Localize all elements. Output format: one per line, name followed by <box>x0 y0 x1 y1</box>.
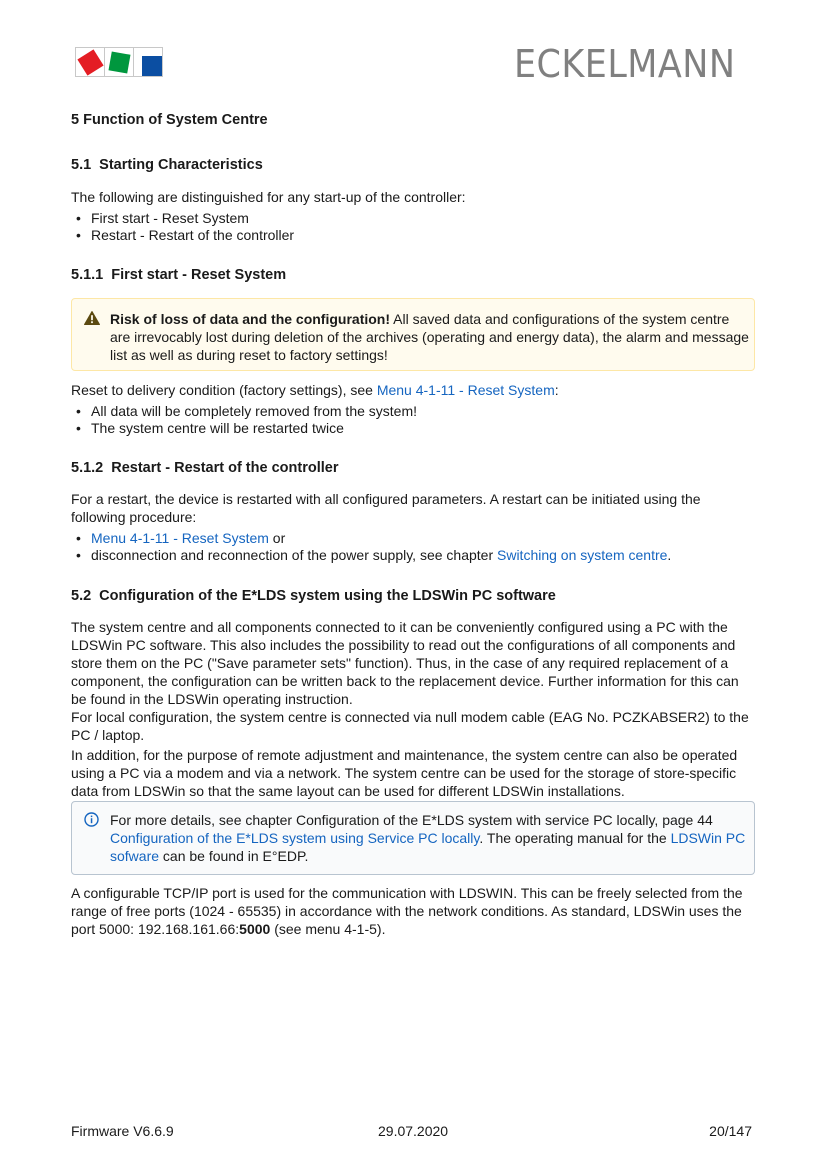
link-menu-4-1-11[interactable]: Menu 4-1-11 - Reset System <box>91 530 269 546</box>
info-text <box>110 811 750 865</box>
text: . <box>667 547 672 563</box>
text: or <box>268 530 286 546</box>
warning-body: All saved data and configurations of the system centre are irrevocably lost during deletion of the archives (operating and energy data), the alarm and message list as well as during reset to factory settings! <box>110 311 749 363</box>
link-menu-4-1-11[interactable]: Menu 4-1-11 - Reset System <box>376 382 555 398</box>
text: : <box>554 382 559 398</box>
port-number: 5000 <box>239 921 271 937</box>
info-icon <box>84 812 99 827</box>
section-heading-5-1-1 <box>71 267 286 283</box>
chapter-title: Function of System Centre <box>83 112 268 128</box>
warning-text <box>110 310 750 364</box>
link-switching-on[interactable]: Switching on system centre <box>497 547 668 563</box>
logo-blue-square <box>133 47 163 77</box>
link-config-service-pc[interactable]: Configuration of the E*LDS system using Service PC locally <box>110 830 480 846</box>
brand-name: ECKELMANN <box>514 42 736 86</box>
text: A configurable TCP/IP port is used for the communication with LDSWIN. This can be freely selected from the range of free ports (1024 - 65535) in accordance with the network conditions. As standard, LDSWin uses the port 5000: 192.168.161.66: <box>71 885 743 937</box>
text: disconnection and reconnection of the power supply, see chapter <box>91 547 497 563</box>
bullet-list <box>71 210 294 244</box>
paragraph <box>71 381 757 399</box>
section-number: 5.1.1 <box>71 267 104 283</box>
list-item: • Restart - Restart of the controller <box>71 227 294 244</box>
paragraph: The following are distinguished for any start-up of the controller: <box>71 189 466 205</box>
section-number: 5.1 <box>71 157 92 173</box>
list-item: • The system centre will be restarted twice <box>71 420 417 437</box>
text: Reset to delivery condition (factory settings), see <box>71 382 377 398</box>
list-item: • All data will be completely removed from the system! <box>71 403 417 420</box>
section-number: 5.2 <box>71 588 92 604</box>
section-heading-5-1-2 <box>71 460 338 476</box>
paragraph: The system centre and all components connected to it can be conveniently configured using a PC with the LDSWin PC software. This also includes the possibility to read out the configurations of all components and store them on the PC ("Save parameter sets" function). Thus, in the case of any required replacement of a component, the configuration can be written back to the replacement device. Further information for this can be found in the LDSWin operating instruction. <box>71 619 739 707</box>
chapter-heading <box>71 112 268 128</box>
list-item: • First start - Reset System <box>71 210 294 227</box>
text: (see menu 4-1-5). <box>270 921 386 937</box>
bullet-list <box>71 530 671 564</box>
section-title: First start - Reset System <box>111 267 287 283</box>
logo-green-square <box>104 47 134 77</box>
logo-red-square <box>75 47 105 77</box>
section-title: Restart - Restart of the controller <box>111 460 339 476</box>
list-item <box>71 530 671 547</box>
text: can be found in E°EDP. <box>159 848 309 864</box>
warning-icon <box>84 311 100 325</box>
text: . The operating manual for the <box>479 830 671 846</box>
section-heading-5-1 <box>71 157 263 173</box>
section-title: Starting Characteristics <box>99 157 263 173</box>
footer-page-number: 20/147 <box>709 1123 752 1139</box>
paragraph <box>71 884 757 938</box>
text: For more details, see chapter Configuration of the E*LDS system with service PC locally, page 44 <box>110 812 713 828</box>
section-heading-5-2 <box>71 588 556 604</box>
link-ldswin-software[interactable]: LDSWin PC sofware <box>110 830 746 864</box>
paragraph: For a restart, the device is restarted with all configured parameters. A restart can be initiated using the following procedure: <box>71 491 701 525</box>
list-item <box>71 547 671 564</box>
section-title: Configuration of the E*LDS system using the LDSWin PC software <box>99 588 556 604</box>
warning-title: Risk of loss of data and the configuration! <box>110 311 391 327</box>
paragraph: In addition, for the purpose of remote adjustment and maintenance, the system centre can also be operated using a PC via a modem and via a network. The system centre can be used for the storage of store-specific data from LDSWin so that the same layout can be used for different LDSWin installations. <box>71 747 738 799</box>
paragraph: For local configuration, the system centre is connected via null modem cable (EAG No. PCZKABSER2) to the PC / laptop. <box>71 709 749 743</box>
section-number: 5.1.2 <box>71 460 104 476</box>
bullet-list <box>71 403 417 437</box>
chapter-number: 5 <box>71 112 80 128</box>
footer-date: 29.07.2020 <box>378 1123 449 1139</box>
company-logo <box>75 47 165 77</box>
footer-firmware: Firmware V6.6.9 <box>71 1123 174 1139</box>
